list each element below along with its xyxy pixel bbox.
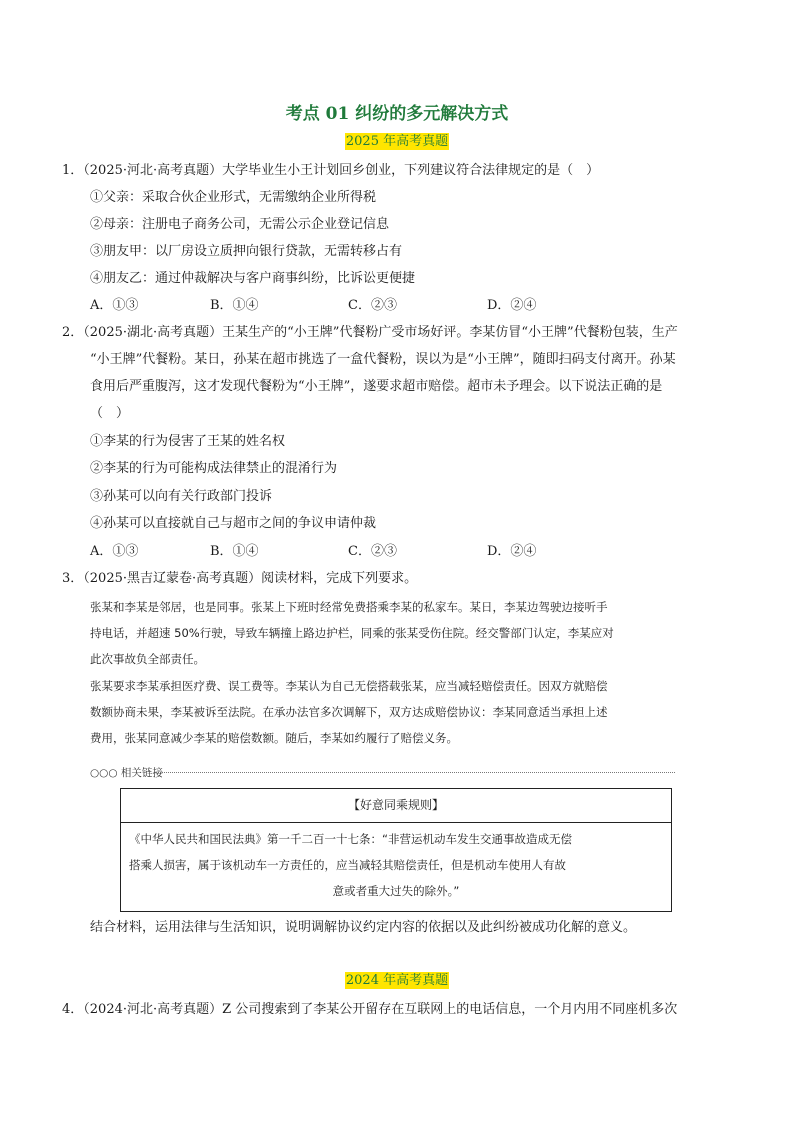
q1-stem: 1．（2025·河北·高考真题）大学毕业生小王计划回乡创业，下列建议符合法律规定的是（ ） xyxy=(62,163,600,178)
q2-stem-line-4: （ ） xyxy=(90,406,130,421)
q3-material-line-1: 张某和李某是邻居，也是同事。张某上下班时经常免费搭乘李某的私家车。某日，李某边驾驶边接听手 xyxy=(90,600,608,614)
q3-material-line-6: 费用，张某同意减少李某的赔偿数额。随后，李某如约履行了赔偿义务。 xyxy=(90,731,458,745)
rule-line-3: 意或者重大过失的除外。” xyxy=(332,884,460,898)
q1-option-2: ②母亲：注册电子商务公司，无需公示企业登记信息 xyxy=(90,217,390,232)
q1-choice-c: C．②③ xyxy=(348,298,397,313)
q2-stem-line-3: 食用后严重腹泻，这才发现代餐粉为“小王牌”，遂要求超市赔偿。超市未予理会。以下说法正确的是 xyxy=(90,379,663,394)
q3-material-line-4: 张某要求李某承担医疗费、误工费等。李某认为自己无偿搭载张某，应当减轻赔偿责任。因双方就赔偿 xyxy=(90,679,608,693)
q1-choice-a: A．①③ xyxy=(90,298,139,313)
q3-stem: 3．（2025·黑吉辽蒙卷·高考真题）阅读材料，完成下列要求。 xyxy=(62,571,418,586)
q3-task: 结合材料，运用法律与生活知识，说明调解协议约定内容的依据以及此纠纷被成功化解的意义。 xyxy=(90,920,637,935)
dotted-divider xyxy=(155,772,675,773)
section-2024-highlight: 2024 年高考真题 xyxy=(345,973,449,988)
rule-line-1: 《中华人民共和国民法典》第一千二百一十七条：“非营运机动车发生交通事故造成无偿 xyxy=(129,832,572,846)
q1-option-4: ④朋友乙：通过仲裁解决与客户商事纠纷，比诉讼更便捷 xyxy=(90,271,416,286)
q2-stem-line-1: 2．（2025·湖北·高考真题）王某生产的“小王牌”代餐粉广受市场好评。李某仿冒“小王牌”代餐粉包装，生产 xyxy=(62,325,678,340)
q3-material-line-2: 持电话，并超速 50%行驶，导致车辆撞上路边护栏，同乘的张某受伤住院。经交警部门认定，李某应对 xyxy=(90,626,614,640)
section-2025-label xyxy=(0,133,794,151)
q3-material-line-3: 此次事故负全部责任。 xyxy=(90,652,205,666)
page-title: 考点 01 纠纷的多元解决方式 xyxy=(285,104,509,124)
q2-option-1: ①李某的行为侵害了王某的姓名权 xyxy=(90,434,286,449)
q2-choice-d: D．②④ xyxy=(487,544,537,559)
q2-choice-b: B．①④ xyxy=(210,544,259,559)
q3-material-line-5: 数额协商未果，李某被诉至法院。在承办法官多次调解下，双方达成赔偿协议：李某同意适当承担上述 xyxy=(90,705,608,719)
section-2025-highlight: 2025 年高考真题 xyxy=(345,134,449,149)
q1-choice-d: D．②④ xyxy=(487,298,537,313)
q2-option-4: ④孙某可以直接就自己与超市之间的争议申请仲裁 xyxy=(90,516,377,531)
related-links-label: ○○○ 相关链接 xyxy=(90,767,163,779)
rule-box xyxy=(120,788,672,912)
rule-line-2: 搭乘人损害，属于该机动车一方责任的，应当减轻其赔偿责任，但是机动车使用人有故 xyxy=(129,858,566,872)
q2-choice-a: A．①③ xyxy=(90,544,139,559)
q2-option-2: ②李某的行为可能构成法律禁止的混淆行为 xyxy=(90,461,338,476)
q1-choice-b: B．①④ xyxy=(210,298,259,313)
q1-option-3: ③朋友甲：以厂房设立质押向银行贷款，无需转移占有 xyxy=(90,244,403,259)
q2-option-3: ③孙某可以向有关行政部门投诉 xyxy=(90,489,273,504)
q2-stem-line-2: “小王牌”代餐粉。某日，孙某在超市挑选了一盒代餐粉，误以为是“小王牌”，随即扫码支付离开。孙某 xyxy=(90,352,676,367)
rule-box-title: 【好意同乘规则】 xyxy=(121,789,671,823)
q1-option-1: ①父亲：采取合伙企业形式，无需缴纳企业所得税 xyxy=(90,190,377,205)
q2-choice-c: C．②③ xyxy=(348,544,397,559)
section-2024-label xyxy=(0,972,794,990)
q4-stem: 4．（2024·河北·高考真题）Z 公司搜索到了李某公开留存在互联网上的电话信息，一个月内用不同座机多次 xyxy=(62,1002,678,1017)
